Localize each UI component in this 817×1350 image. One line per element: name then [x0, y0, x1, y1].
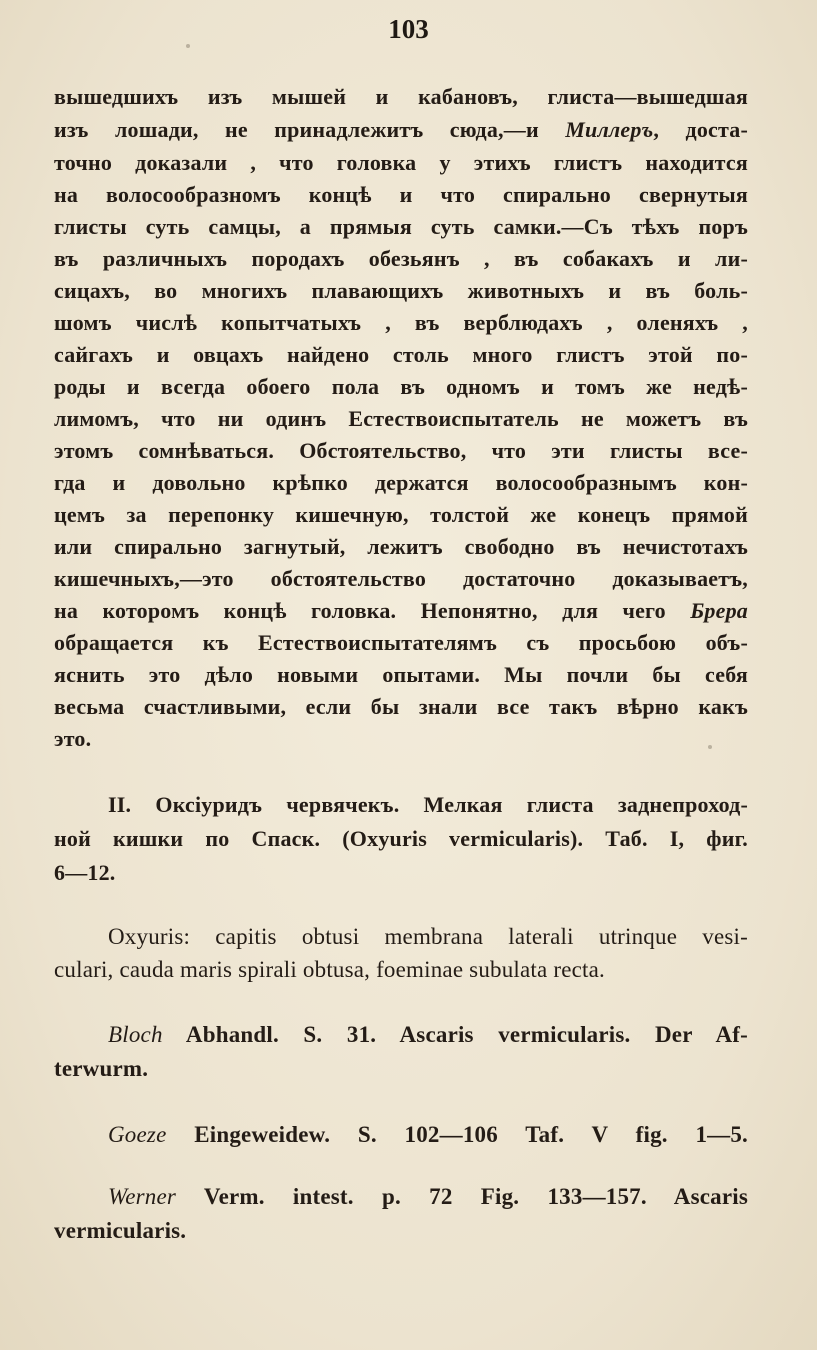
text-line: гда и довольно крѣпко держатся волосообразнымъ кон- — [54, 470, 748, 495]
text-line: глисты суть самцы, а прямыя суть самки.—Съ тѣхъ поръ — [54, 214, 748, 239]
author-name: Werner — [108, 1184, 177, 1209]
section-heading-line: II. Оксіуридъ червячекъ. Мелкая глиста заднепроход- — [108, 792, 748, 817]
section-heading-line: 6—12. — [54, 860, 116, 885]
text-line: въ различныхъ породахъ обезьянъ , въ собакахъ и ли- — [54, 246, 748, 271]
reference-line: terwurm. — [54, 1056, 149, 1081]
text-line: шомъ числѣ копытчатыхъ , въ верблюдахъ , оленяхъ , — [54, 310, 748, 335]
latin-diagnosis-line: culari, cauda maris spirali obtusa, foeminae subulata recta. — [54, 957, 606, 982]
text-line: кишечныхъ,—это обстоятельство достаточно доказываетъ, — [54, 566, 748, 591]
text-line: или спирально загнутый, лежитъ свободно въ нечистотахъ — [54, 534, 748, 559]
text-line: обращается къ Естествоиспытателямъ съ просьбою объ- — [54, 630, 748, 655]
text-line: цемъ за перепонку кишечную, толстой же конецъ прямой — [54, 502, 748, 527]
author-name-brera: Брера — [690, 598, 748, 623]
author-name: Bloch — [108, 1022, 163, 1047]
text-line: яснить это дѣло новыми опытами. Мы почли бы себя — [54, 662, 748, 687]
text-line: это. — [54, 726, 92, 751]
text-line: сайгахъ и овцахъ найдено столь много глистъ этой по- — [54, 342, 748, 367]
reference-line: Goeze Eingeweidew. S. 102—106 Taf. V fig. 1—5. — [108, 1122, 748, 1147]
page-number: 103 — [388, 14, 429, 44]
section-heading-line: ной кишки по Спаск. (Oxyuris vermicularis). Таб. I, фиг. — [54, 826, 748, 851]
text-line: изъ лошади, не принадлежитъ сюда,—и Миллеръ, доста- — [54, 117, 748, 142]
text-line: вышедшихъ изъ мышей и кабановъ, глиста—вышедшая — [54, 84, 748, 109]
reference-line: Bloch Abhandl. S. 31. Ascaris vermicularis. Der Af- — [108, 1022, 748, 1047]
text-line: точно доказали , что головка у этихъ глистъ находится — [54, 150, 748, 175]
text-line: роды и всегда обоего пола въ одномъ и томъ же недѣ- — [54, 374, 748, 399]
text-line: на которомъ концѣ головка. Непонятно, для чего Брера — [54, 598, 748, 623]
text-line: на волосообразномъ концѣ и что спирально свернутыя — [54, 182, 748, 207]
author-name-miller: Миллеръ — [565, 117, 654, 142]
text-line: лимомъ, что ни одинъ Естествоиспытатель не можетъ въ — [54, 406, 748, 431]
text-line: этомъ сомнѣваться. Обстоятельство, что эти глисты все- — [54, 438, 748, 463]
paper-speck — [186, 44, 190, 48]
text-line: сицахъ, во многихъ плавающихъ животныхъ и въ боль- — [54, 278, 748, 303]
reference-line: Werner Verm. intest. p. 72 Fig. 133—157. Ascaris — [108, 1184, 748, 1209]
latin-diagnosis-line: Oxyuris: capitis obtusi membrana laterali utrinque vesi- — [108, 924, 748, 949]
paper-speck — [708, 745, 712, 749]
reference-line: vermicularis. — [54, 1218, 187, 1243]
text-line: весьма счастливыми, если бы знали все такъ вѣрно какъ — [54, 694, 748, 719]
author-name: Goeze — [108, 1122, 167, 1147]
